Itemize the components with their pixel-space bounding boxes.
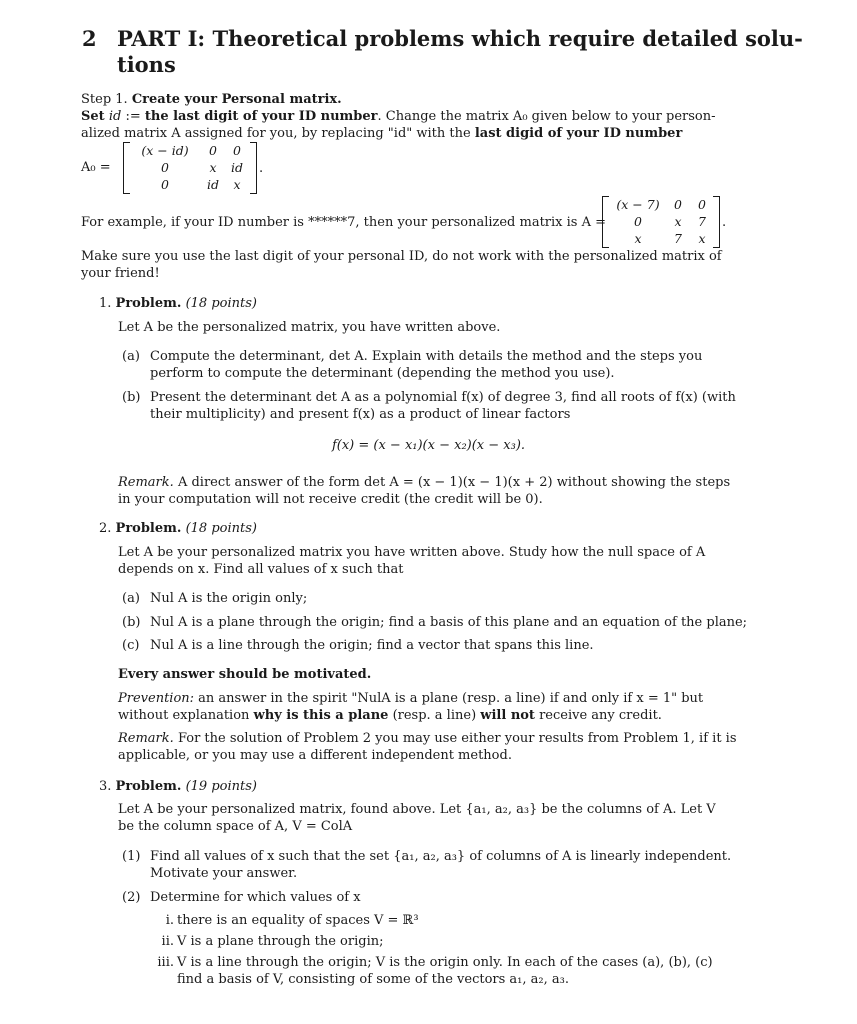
step-set-line xyxy=(81,108,716,125)
problem2-prevention-line1 xyxy=(118,690,703,707)
make-sure-line1: Make sure you use the last digit of your personal ID, do not work with the personalized matrix of xyxy=(81,249,722,264)
matrix-cell: 0 xyxy=(209,143,217,158)
problem2-number: 2. xyxy=(99,521,112,536)
section-title-line2: tions xyxy=(117,52,176,77)
prevention-line2-mid: (resp. a line) xyxy=(392,708,477,723)
set-assign: := xyxy=(125,109,141,124)
matrix-cell: id xyxy=(207,177,219,192)
problem3-points: (19 points) xyxy=(185,779,257,794)
line2-bold: last digid of your ID number xyxy=(474,126,683,141)
problem1-b-line2: their multiplicity) and present f(x) as a product of linear factors xyxy=(150,407,571,422)
matrix-example xyxy=(602,196,720,248)
problem1-remark-line2: in your computation will not receive credit (the credit will be 0). xyxy=(118,492,543,507)
problem2-points: (18 points) xyxy=(185,521,257,536)
problem1-formula: f(x) = (x − x₁)(x − x₂)(x − x₃). xyxy=(331,438,526,453)
set-prefix: Set xyxy=(81,109,105,124)
problem3-sub-iii-line2: find a basis of V, consisting of some of the vectors a₁, a₂, a₃. xyxy=(177,972,569,987)
problem2-remark-label: Remark. xyxy=(118,731,174,746)
problem3-sub-ii-text: V is a plane through the origin; xyxy=(177,934,384,949)
matrix-cell: 0 xyxy=(161,160,169,175)
problem1-a-line1: Compute the determinant, det A. Explain with details the method and the steps you xyxy=(150,349,703,364)
matrix-cell: 0 xyxy=(674,197,682,212)
problem1-title: Problem. xyxy=(115,296,182,311)
problem2-intro-line2: depends on x. Find all values of x such that xyxy=(118,562,404,577)
matrix-cell: 0 xyxy=(634,214,642,229)
problem3-sub-ii-label: ii. xyxy=(161,934,174,949)
problem3-intro-line1: Let A be your personalized matrix, found above. Let {a₁, a₂, a₃} be the columns of A. Let V xyxy=(118,802,716,817)
problem2-motivated xyxy=(118,666,371,683)
problem2-remark-line2: applicable, or you may use a different independent method. xyxy=(118,748,512,763)
line2-pre: alized matrix A assigned for you, by replacing "id" with the xyxy=(81,126,471,141)
step-line2 xyxy=(81,125,682,142)
matrix-cell: x xyxy=(674,214,682,229)
problem1-intro: Let A be the personalized matrix, you have written above. xyxy=(118,320,501,335)
problem1-remark-line1 xyxy=(118,474,730,491)
matrix-cell: 0 xyxy=(161,177,169,192)
problem2-b-text: Nul A is a plane through the origin; find a basis of this plane and an equation of the plane; xyxy=(150,615,748,630)
problem3-sub-iii-label: iii. xyxy=(157,955,174,970)
problem1-number: 1. xyxy=(99,296,112,311)
problem1-b-line1: Present the determinant det A as a polynomial f(x) of degree 3, find all roots of f(x) (with xyxy=(150,390,736,405)
problem2-title: Problem. xyxy=(115,521,182,536)
matrix-cell: 0 xyxy=(698,197,706,212)
matrix-cell: (x − 7) xyxy=(616,197,660,212)
problem3-sub-i-text: there is an equality of spaces V = ℝ³ xyxy=(177,913,419,928)
prevention-line2-pre: without explanation xyxy=(118,708,250,723)
problem1-heading xyxy=(99,295,257,312)
prevention-line2-post: receive any credit. xyxy=(539,708,662,723)
prevention-line2-bold1: why is this a plane xyxy=(253,708,389,723)
problem3-sub-iii-line1: V is a line through the origin; V is the origin only. In each of the cases (a), (b), (c) xyxy=(177,955,713,970)
matrix-cell: x xyxy=(634,231,642,246)
set-rest: . Change the matrix A₀ given below to your person- xyxy=(377,109,716,124)
set-var: id xyxy=(108,109,122,124)
problem2-remark-line1 xyxy=(118,730,737,747)
problem3-heading xyxy=(99,778,257,795)
problem2-a-label: (a) xyxy=(122,591,140,606)
problem2-c-text: Nul A is a line through the origin; find a vector that spans this line. xyxy=(150,638,594,653)
problem2-b-label: (b) xyxy=(122,615,141,630)
section-number: 2 xyxy=(82,26,97,51)
matrix-cell: x xyxy=(209,160,217,175)
matrix-cell: (x − id) xyxy=(141,143,189,158)
problem2-motivated-text: Every answer should be motivated. xyxy=(118,667,372,682)
set-bold: the last digit of your ID number xyxy=(144,109,378,124)
matrix-cell: 7 xyxy=(674,231,682,246)
step-title: Create your Personal matrix. xyxy=(131,92,342,107)
step-label: Step 1. xyxy=(81,92,128,107)
matrix-a0-end: . xyxy=(259,161,264,176)
section-title-line1: PART I: Theoretical problems which require detailed solu- xyxy=(117,26,803,51)
problem2-intro-line1: Let A be your personalized matrix you have written above. Study how the null space of A xyxy=(118,545,706,560)
make-sure-line2: your friend! xyxy=(81,266,160,281)
problem3-item1-line2: Motivate your answer. xyxy=(150,866,298,881)
problem3-number: 3. xyxy=(99,779,112,794)
problem3-intro-line2: be the column space of A, V = ColA xyxy=(118,819,353,834)
problem1-remark-text: A direct answer of the form det A = (x − 1)(x − 1)(x + 2) without showing the steps xyxy=(177,475,731,490)
example-line xyxy=(81,214,606,231)
problem1-remark-label: Remark. xyxy=(118,475,174,490)
problem1-b-label: (b) xyxy=(122,390,141,405)
matrix-cell: id xyxy=(231,160,243,175)
example-id-mask: ******7 xyxy=(308,215,356,230)
problem3-item2-label: (2) xyxy=(122,890,141,905)
matrix-a0-label: A₀ = xyxy=(81,160,111,175)
matrix-cell: x xyxy=(233,177,241,192)
prevention-label: Prevention: xyxy=(118,691,195,706)
matrix-a0 xyxy=(123,142,257,194)
prevention-line2-bold2: will not xyxy=(480,708,535,723)
problem2-remark-text: For the solution of Problem 2 you may use either your results from Problem 1, if it is xyxy=(177,731,737,746)
problem3-sub-i-label: i. xyxy=(165,913,174,928)
problem2-c-label: (c) xyxy=(122,638,140,653)
problem2-a-text: Nul A is the origin only; xyxy=(150,591,308,606)
matrix-cell: 7 xyxy=(698,214,706,229)
prevention-text: an answer in the spirit "NulA is a plane (resp. a line) if and only if x = 1" but xyxy=(198,691,704,706)
example-post: , then your personalized matrix is A = xyxy=(355,215,607,230)
problem1-a-label: (a) xyxy=(122,349,140,364)
problem2-heading xyxy=(99,520,257,537)
problem3-title: Problem. xyxy=(115,779,182,794)
problem3-item1-line1: Find all values of x such that the set {a₁, a₂, a₃} of columns of A is linearly independent. xyxy=(150,849,732,864)
problem1-points: (18 points) xyxy=(185,296,257,311)
matrix-cell: x xyxy=(698,231,706,246)
step-heading xyxy=(81,91,342,108)
problem2-prevention-line2 xyxy=(118,707,662,724)
matrix-example-end: . xyxy=(722,215,727,230)
problem3-item2-line1: Determine for which values of x xyxy=(150,890,361,905)
problem1-a-line2: perform to compute the determinant (depending the method you use). xyxy=(150,366,615,381)
example-pre: For example, if your ID number is xyxy=(81,215,304,230)
matrix-cell: 0 xyxy=(233,143,241,158)
problem3-item1-label: (1) xyxy=(122,849,141,864)
